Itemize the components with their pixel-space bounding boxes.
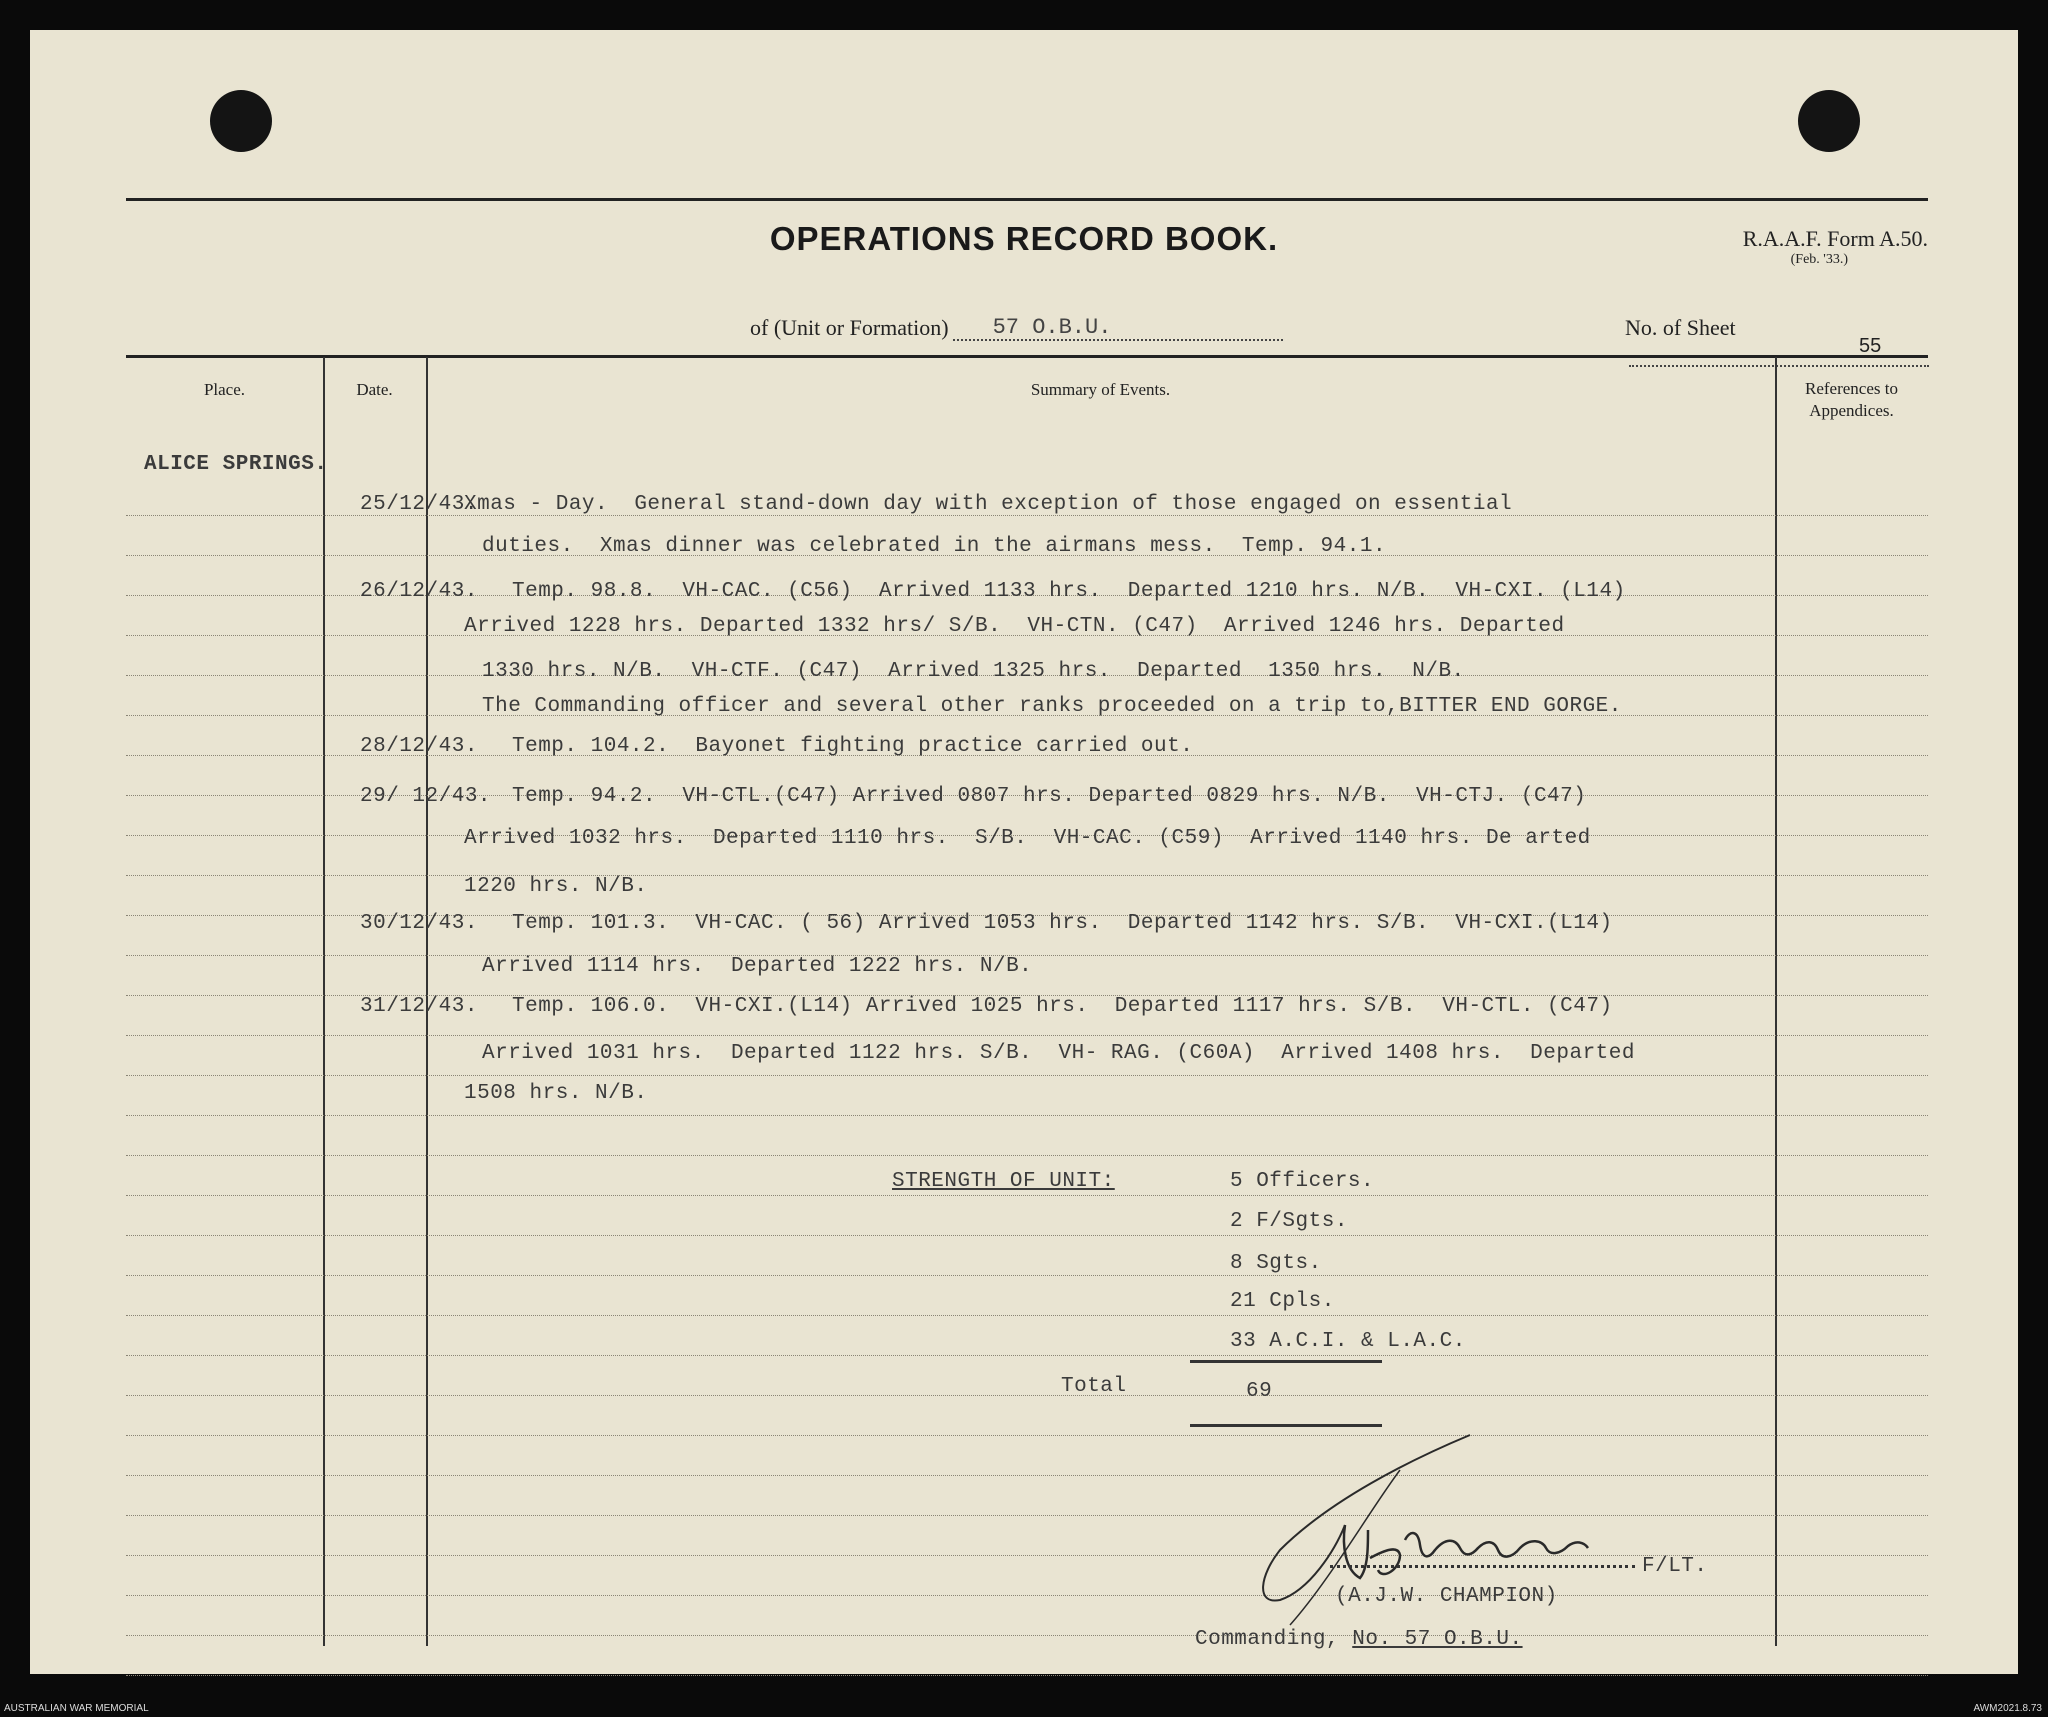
unit-value: 57 O.B.U. xyxy=(992,315,1112,340)
commanding-line xyxy=(1195,1628,1523,1651)
entry-date: 29/ 12/43. xyxy=(360,785,492,808)
entry-date: 31/12/43. xyxy=(360,995,478,1018)
entry-line: Temp. 98.8. VH-CAC. (C56) Arrived 1133 hrs. Departed 1210 hrs. N/B. VH-CXI. (L14) xyxy=(512,580,1626,603)
entry-line: duties. Xmas dinner was celebrated in the airmans mess. Temp. 94.1. xyxy=(482,535,1387,558)
strength-row: 8 Sgts. xyxy=(1230,1252,1322,1275)
unit-field xyxy=(750,315,1283,341)
signature-line xyxy=(1330,1565,1635,1568)
punch-hole-right xyxy=(1798,90,1860,152)
commanding-prefix: Commanding, xyxy=(1195,1628,1340,1651)
record-sheet xyxy=(30,30,2018,1674)
entry-line: The Commanding officer and several other ranks proceeded on a trip to,BITTER END GORGE. xyxy=(482,695,1622,718)
column-header-references xyxy=(1775,378,1928,422)
column-header-place: Place. xyxy=(203,380,246,399)
entry-date: 26/12/43. xyxy=(360,580,478,603)
entry-line: Temp. 106.0. VH-CXI.(L14) Arrived 1025 hrs. Departed 1117 hrs. S/B. VH-CTL. (C47) xyxy=(512,995,1613,1018)
column-header-summary: Summary of Events. xyxy=(1030,380,1171,399)
punch-hole-left xyxy=(210,90,272,152)
entry-line: Arrived 1228 hrs. Departed 1332 hrs/ S/B. VH-CTN. (C47) Arrived 1246 hrs. Departed xyxy=(464,615,1565,638)
archive-reference: AWM2021.8.73 xyxy=(1973,1703,2042,1714)
sheet-label: No. of Sheet xyxy=(1625,315,1736,340)
ruled-line xyxy=(126,875,1928,876)
strength-row: 21 Cpls. xyxy=(1230,1290,1335,1313)
commanding-unit: No. 57 O.B.U. xyxy=(1352,1628,1523,1651)
ruled-line xyxy=(126,1195,1928,1196)
signatory-rank: F/LT. xyxy=(1642,1555,1708,1578)
ruled-line xyxy=(126,1075,1928,1076)
entry-line: Xmas - Day. General stand-down day with exception of those engaged on essential xyxy=(464,493,1513,516)
entry-line: Temp. 94.2. VH-CTL.(C47) Arrived 0807 hrs. Departed 0829 hrs. N/B. VH-CTJ. (C47) xyxy=(512,785,1587,808)
form-edition-date: (Feb. '33.) xyxy=(1790,252,1848,267)
ruled-line xyxy=(126,1315,1928,1316)
ruled-line xyxy=(126,1275,1928,1276)
strength-row: 5 Officers. xyxy=(1230,1170,1375,1193)
entry-date: 28/12/43. xyxy=(360,735,478,758)
ruled-line xyxy=(126,1395,1928,1396)
strength-row: 2 F/Sgts. xyxy=(1230,1210,1348,1233)
ruled-line xyxy=(126,1675,1928,1676)
references-header-line2: Appendices. xyxy=(1809,401,1894,420)
entry-line: 1330 hrs. N/B. VH-CTF. (C47) Arrived 1325 hrs. Departed 1350 hrs. N/B. xyxy=(482,660,1465,683)
total-label: Total xyxy=(1061,1375,1127,1398)
ruled-line xyxy=(126,1035,1928,1036)
entry-line: Arrived 1031 hrs. Departed 1122 hrs. S/B. VH- RAG. (C60A) Arrived 1408 hrs. Departed xyxy=(482,1042,1635,1065)
signatory-name: (A.J.W. CHAMPION) xyxy=(1335,1585,1558,1608)
entry-line: Temp. 104.2. Bayonet fighting practice carried out. xyxy=(512,735,1194,758)
total-value: 69 xyxy=(1246,1380,1273,1403)
entry-line: Arrived 1114 hrs. Departed 1222 hrs. N/B. xyxy=(482,955,1033,978)
form-title: OPERATIONS RECORD BOOK. xyxy=(769,220,1279,257)
form-reference xyxy=(1743,226,1928,268)
ruled-line xyxy=(126,1635,1928,1636)
strength-label: STRENGTH OF UNIT: xyxy=(892,1170,1115,1193)
top-rule xyxy=(126,198,1928,201)
strength-subtotal-rule xyxy=(1190,1360,1382,1363)
place-entry: ALICE SPRINGS. xyxy=(144,453,328,476)
entry-line: Arrived 1032 hrs. Departed 1110 hrs. S/B. VH-CAC. (C59) Arrived 1140 hrs. De arted xyxy=(464,827,1591,850)
strength-row: 33 A.C.I. & L.A.C. xyxy=(1230,1330,1466,1353)
form-number: R.A.A.F. Form A.50. xyxy=(1742,226,1928,251)
ruled-line xyxy=(126,1155,1928,1156)
total-rule xyxy=(1190,1424,1382,1427)
entry-line: Temp. 101.3. VH-CAC. ( 56) Arrived 1053 hrs. Departed 1142 hrs. S/B. VH-CXI.(L14) xyxy=(512,912,1613,935)
ruled-line xyxy=(126,1115,1928,1116)
column-header-date: Date. xyxy=(356,380,393,399)
sheet-field xyxy=(1625,315,2018,367)
sheet-number: 55 xyxy=(1859,335,1882,357)
archive-credit: AUSTRALIAN WAR MEMORIAL xyxy=(4,1703,149,1714)
entry-date: 25/12/43. xyxy=(360,493,478,516)
ruled-line xyxy=(126,1355,1928,1356)
entry-line: 1220 hrs. N/B. xyxy=(464,875,648,898)
references-header-line1: References to xyxy=(1805,379,1898,398)
header-rule xyxy=(126,355,1928,358)
unit-label: of (Unit or Formation) xyxy=(750,315,949,340)
entry-line: 1508 hrs. N/B. xyxy=(464,1082,648,1105)
ruled-line xyxy=(126,1235,1928,1236)
entry-date: 30/12/43. xyxy=(360,912,478,935)
